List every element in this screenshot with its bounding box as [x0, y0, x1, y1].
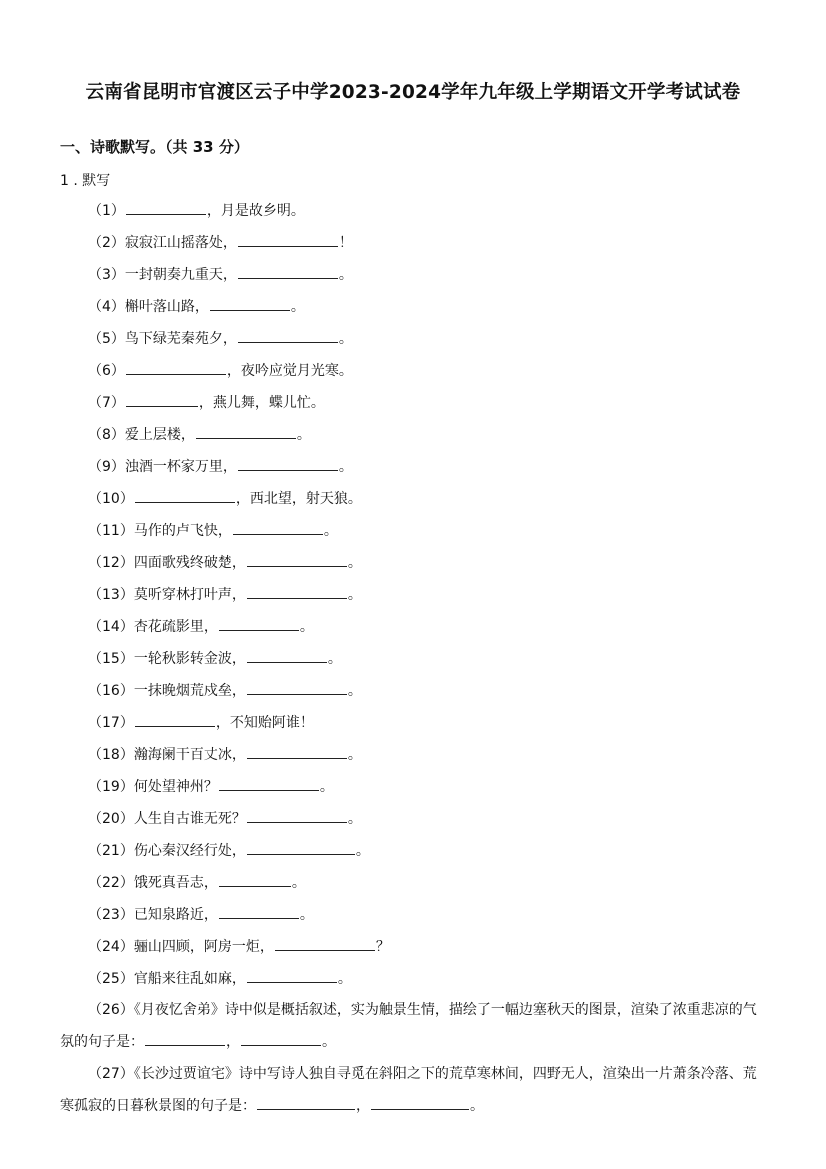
item-prompt-after: 。	[323, 523, 338, 539]
item-prompt-before: 莫听穿林打叶声，	[133, 587, 246, 603]
item-number: （2）	[88, 235, 125, 251]
item-number: （10）	[88, 491, 134, 507]
item-prompt-before: 瀚海阑干百丈冰，	[133, 747, 246, 763]
list-item	[88, 776, 334, 796]
item-number: （12）	[88, 555, 134, 571]
item-prompt-before: 槲叶落山路，	[124, 299, 209, 315]
item-prompt-after: ，夜吟应觉月光寒。	[226, 363, 353, 379]
item-number: （23）	[88, 907, 134, 923]
answer-blank[interactable]	[247, 808, 347, 823]
item-number: （11）	[88, 523, 134, 539]
answer-blank[interactable]	[247, 648, 327, 663]
item-number: （21）	[88, 843, 134, 859]
item-prompt-after: 。	[290, 299, 305, 315]
list-item	[88, 392, 325, 412]
answer-blank[interactable]	[135, 488, 235, 503]
list-item	[88, 616, 314, 636]
item-prompt-after: 。	[327, 651, 342, 667]
list-item	[88, 488, 362, 508]
item-prompt-before: 一轮秋影转金波，	[133, 651, 246, 667]
item-prompt-after: 。	[355, 843, 370, 859]
end-punct: 。	[322, 1034, 336, 1050]
section-heading: 一、诗歌默写。（共 33 分）	[60, 138, 249, 156]
item-prompt-before: 人生自古谁无死？	[133, 811, 246, 827]
item-number: （15）	[88, 651, 134, 667]
item-number: （25）	[88, 971, 134, 987]
answer-blank[interactable]	[238, 264, 338, 279]
item-number: （1）	[88, 203, 125, 219]
answer-blank[interactable]	[238, 328, 338, 343]
item-number: （8）	[88, 427, 125, 443]
item-number: （13）	[88, 587, 134, 603]
item-prompt-before: 四面歌残终破楚，	[133, 555, 246, 571]
item-number: （24）	[88, 939, 134, 955]
list-item	[88, 296, 305, 316]
item-prompt-after: ，燕儿舞，蝶儿忙。	[198, 395, 325, 411]
item-number: （19）	[88, 779, 134, 795]
item-number: （6）	[88, 363, 125, 379]
item-number: （16）	[88, 683, 134, 699]
answer-blank[interactable]	[238, 456, 338, 471]
answer-blank[interactable]	[219, 872, 291, 887]
item-prompt-before: 伤心秦汉经行处，	[133, 843, 246, 859]
page-title: 云南省昆明市官渡区云子中学2023-2024学年九年级上学期语文开学考试试卷	[85, 82, 741, 103]
list-item	[88, 200, 305, 220]
item-prompt-after: 。	[347, 683, 362, 699]
list-item	[88, 872, 306, 892]
end-punct: 。	[470, 1098, 484, 1114]
item-prompt-before: 寂寂江山摇落处，	[124, 235, 237, 251]
item-prompt-before: 爱上层楼，	[124, 427, 195, 443]
list-item	[88, 904, 314, 924]
item-prompt-after: ！	[338, 235, 353, 251]
list-item	[88, 936, 390, 956]
question-27	[60, 1058, 770, 1122]
question-26	[60, 994, 770, 1058]
item-number: （9）	[88, 459, 125, 475]
answer-blank[interactable]	[219, 904, 299, 919]
item-prompt-after: ，月是故乡明。	[206, 203, 305, 219]
list-item	[88, 712, 314, 732]
answer-blank[interactable]	[135, 712, 215, 727]
answer-blank[interactable]	[126, 392, 198, 407]
question-26-text: （26）《月夜忆舍弟》诗中似是概括叙述，实为触景生情，描绘了一幅边塞秋天的图景，渲染了浓重悲凉的气氛的句子是：	[60, 1002, 757, 1050]
separator: ，	[226, 1034, 240, 1050]
item-number: （7）	[88, 395, 125, 411]
answer-blank[interactable]	[219, 776, 319, 791]
item-prompt-after: 。	[291, 875, 306, 891]
list-item	[88, 232, 353, 252]
list-item	[88, 264, 353, 284]
item-prompt-before: 官船来往乱如麻，	[133, 971, 246, 987]
item-prompt-after: 。	[337, 971, 352, 987]
question-27-text: （27）《长沙过贾谊宅》诗中写诗人独自寻觅在斜阳之下的荒草寒林间，四野无人，渲染出一片萧条冷落、荒寒孤寂的日暮秋景图的句子是：	[60, 1066, 757, 1114]
item-prompt-before: 马作的卢飞快，	[133, 523, 232, 539]
item-prompt-after: 。	[347, 747, 362, 763]
answer-blank[interactable]	[247, 552, 347, 567]
list-item	[88, 808, 362, 828]
item-prompt-after: 。	[319, 779, 334, 795]
answer-blank[interactable]	[247, 584, 347, 599]
item-prompt-before: 鸟下绿芜秦苑夕，	[124, 331, 237, 347]
item-prompt-after: 。	[338, 267, 353, 283]
item-prompt-before: 已知泉路近，	[133, 907, 218, 923]
item-prompt-after: 。	[347, 555, 362, 571]
item-number: （3）	[88, 267, 125, 283]
answer-blank[interactable]	[247, 680, 347, 695]
item-prompt-after: ，西北望，射天狼。	[235, 491, 362, 507]
answer-blank[interactable]	[247, 744, 347, 759]
item-prompt-after: 。	[347, 811, 362, 827]
list-item	[88, 968, 352, 988]
answer-blank[interactable]	[257, 1095, 355, 1110]
item-prompt-after: 。	[299, 907, 314, 923]
item-prompt-before: 杏花疏影里，	[133, 619, 218, 635]
separator: ，	[356, 1098, 370, 1114]
list-item	[88, 680, 362, 700]
answer-blank[interactable]	[196, 424, 296, 439]
item-number: （17）	[88, 715, 134, 731]
list-item	[88, 424, 311, 444]
item-number: （22）	[88, 875, 134, 891]
item-prompt-before: 一封朝奏九重天，	[124, 267, 237, 283]
answer-blank[interactable]	[247, 968, 337, 983]
list-item	[88, 456, 353, 476]
list-item	[88, 584, 362, 604]
item-prompt-before: 何处望神州？	[133, 779, 218, 795]
question-label: 1 . 默写	[60, 173, 111, 189]
answer-blank[interactable]	[371, 1095, 469, 1110]
item-number: （14）	[88, 619, 134, 635]
answer-blank[interactable]	[210, 296, 290, 311]
list-item	[88, 744, 362, 764]
list-item	[88, 648, 342, 668]
item-number: （20）	[88, 811, 134, 827]
item-number: （18）	[88, 747, 134, 763]
list-item	[88, 552, 362, 572]
item-prompt-after: 。	[296, 427, 311, 443]
item-prompt-after: ？	[375, 939, 390, 955]
answer-blank[interactable]	[126, 200, 206, 215]
answer-blank[interactable]	[145, 1031, 225, 1046]
answer-blank[interactable]	[126, 360, 226, 375]
item-prompt-after: 。	[338, 331, 353, 347]
list-item	[88, 328, 353, 348]
item-prompt-after: ，不知贻阿谁！	[215, 715, 314, 731]
item-prompt-after: 。	[347, 587, 362, 603]
list-item	[88, 360, 353, 380]
item-number: （5）	[88, 331, 125, 347]
answer-blank[interactable]	[247, 840, 355, 855]
list-item	[88, 520, 338, 540]
item-prompt-before: 饿死真吾志，	[133, 875, 218, 891]
answer-blank[interactable]	[233, 520, 323, 535]
answer-blank[interactable]	[241, 1031, 321, 1046]
list-item	[88, 840, 370, 860]
answer-blank[interactable]	[219, 616, 299, 631]
item-prompt-before: 骊山四顾，阿房一炬，	[133, 939, 274, 955]
answer-blank[interactable]	[238, 232, 338, 247]
item-prompt-before: 一抹晚烟荒戍垒，	[133, 683, 246, 699]
item-prompt-before: 浊酒一杯家万里，	[124, 459, 237, 475]
answer-blank[interactable]	[275, 936, 375, 951]
item-prompt-after: 。	[338, 459, 353, 475]
item-number: （4）	[88, 299, 125, 315]
item-prompt-after: 。	[299, 619, 314, 635]
